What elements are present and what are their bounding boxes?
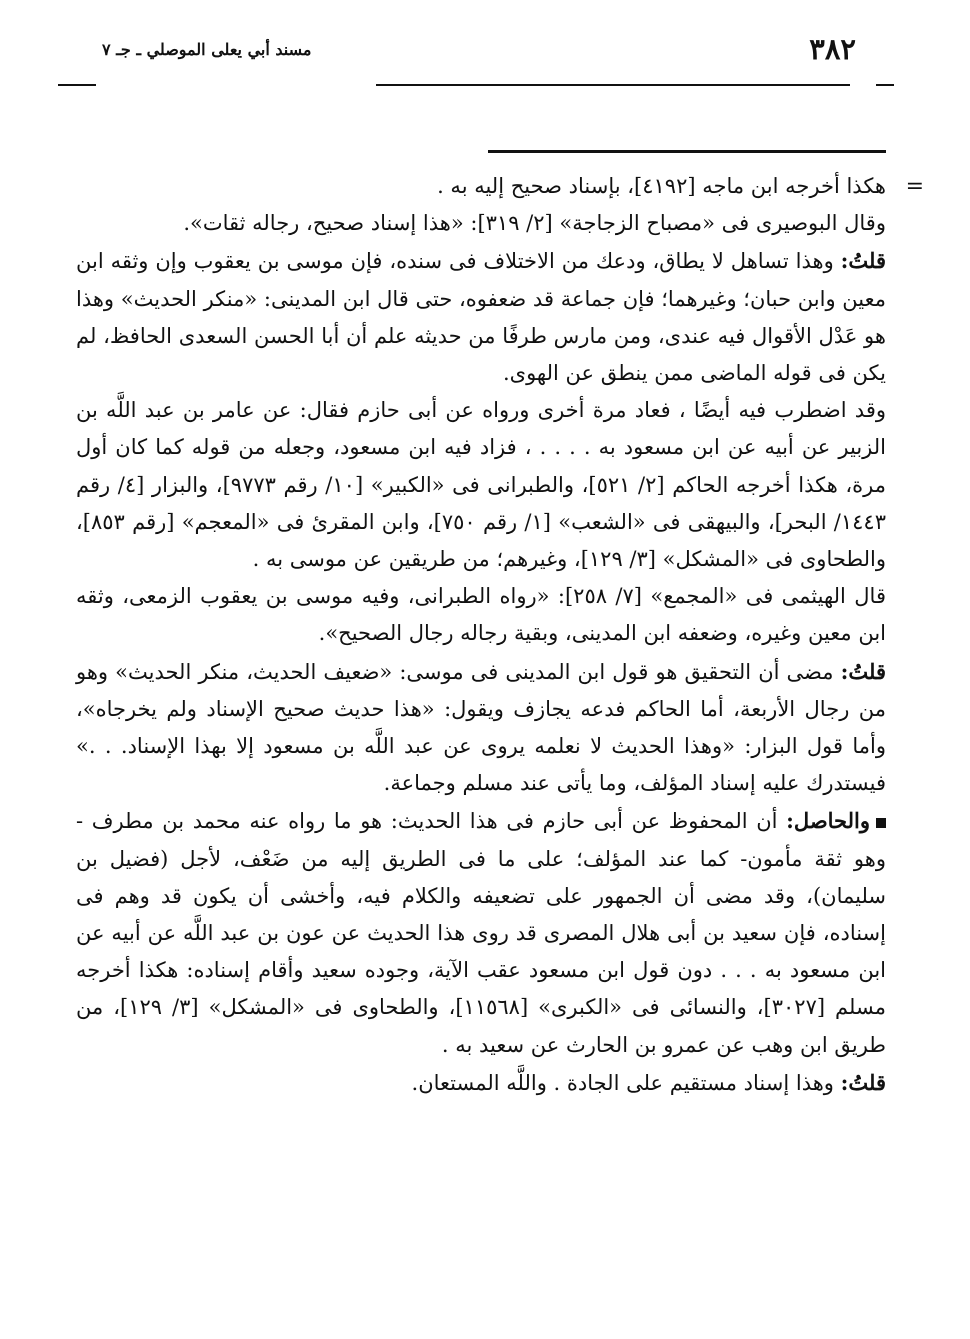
footnote-separator [488,150,886,153]
paragraph [76,802,886,1063]
paragraph-text: مضى أن التحقيق هو قول ابن المدينى فى موسى: «ضعيف الحديث، منكر الحديث» وهو من رجال الأربعة، أما الحاكم فدعه يجازف ويقول: «هذا حديث صحيح الإسناد ولم يخرجاه»، وأما قول البزار: «وهذا الحديث لا نعلمه يروى عن عبد اللَّه بن مسعود إلا بهذا الإسناد. . .» فيستدرك عليه إسناد المؤلف، وما يأتى عند مسلم وجماعة. [76,659,886,796]
paragraph-text: قال الهيثمى فى «المجمع» [٧/ ٢٥٨]: «رواه الطبرانى، وفيه موسى بن يعقوب الزمعى، وثقه ابن معين وغيره، وضعفه ابن المدينى، وبقية رجاله رجال الصحيح». [76,584,886,646]
paragraph-text: وهذا تساهل لا يطاق، ودعك من الاختلاف فى سنده، فإن موسى بن يعقوب وإن وثقه ابن معين وابن حبان؛ وغيرهما؛ فإن جماعة قد ضعفوه، حتى قال ابن المدينى: «منكر الحديث» وهذا هو عَدْل الأقوال فيه عندى، ومن مارس طرفًا من حديثه علم أن أبا الحسن السعدى الحافظ، لم يكن فى قوله الماضى ممن ينطق عن الهوى. [76,249,886,386]
paragraph [76,392,886,578]
paragraph [76,653,886,803]
continuation-mark: = [905,174,924,199]
paragraph [76,205,886,242]
header-rule [58,84,96,86]
paragraph-text: هكذا أخرجه ابن ماجه [٤١٩٢]، بإسناد صحيح إليه به . [437,174,886,198]
header-rule [876,84,894,86]
paragraph-lead: قلتُ: [840,1069,886,1095]
square-bullet-icon [876,818,886,828]
paragraph-text: وقال البوصيرى فى «مصباح الزجاجة» [٢/ ٣١٩]: «هذا إسناد صحيح، رجاله ثقات». [183,211,886,236]
header-rule [376,84,850,86]
paragraph-lead: قلتُ: [840,248,886,274]
paragraph-text: وقد اضطرب فيه أيضًا ، فعاد مرة أخرى ورواه عن أبى حازم فقال: عن عامر بن عبد اللَّه بن الزبير عن أبيه عن ابن مسعود به . . . . ، فزاد فيه ابن مسعود، وجعله من قوله كما كان أول مرة، هكذا أخرجه الحاكم [٢/ ٥٢١]، والطبرانى فى «الكبير» [١٠/ رقم ٩٧٧٣]، والبزار [٤/ رقم ١٤٤٣/ البحر]، والبيهقى فى «الشعب» [١/ رقم ٧٥٠]، وابن المقرئ فى «المعجم» [رقم ٨٥٣]، والطحاوى فى «المشكل» [٣/ ١٢٩]، وغيرهم؛ من طريقين عن موسى به . [76,398,886,572]
paragraph-text: أن المحفوظ عن أبى حازم فى هذا الحديث: هو ما رواه عنه محمد بن مطرف - وهو ثقة مأمون- كما عند المؤلف؛ على ما فى الطريق إليه من ضَعْف، لأجل (فضيل بن سليمان)، وقد مضى أن الجمهور على تضعيفه والكلام فيه، وأخشى أن يكون قد وهم فى إسناده، فإن سعيد بن أبى هلال المصرى قد روى هذا الحديث عن عون بن عبد اللَّه عن أبيه عن ابن مسعود به . . . دون قول ابن مسعود عقب الآية، وجوده سعيد وأقام إسناده: هكذا أخرجه مسلم [٣٠٢٧]، والنسائى فى «الكبرى» [١١٥٦٨]، والطحاوى فى «المشكل» [٣/ ١٢٩]، من طريق ابن وهب عن عمرو بن الحارث عن سعيد به . [76,809,886,1057]
page-header [58,34,894,68]
paragraph-text: وهذا إسناد مستقيم على الجادة . واللَّه المستعان. [411,1070,841,1095]
paragraph-lead: والحاصل: [786,808,870,834]
paragraph [76,578,886,652]
paragraph-lead: قلتُ: [840,658,886,684]
running-title: مسند أبي يعلى الموصلي ـ جـ ٧ [102,40,312,59]
paragraph [76,1064,886,1102]
footnote-body [76,168,924,1102]
paragraph [76,242,886,392]
page-number: ٣٨٢ [809,32,856,66]
paragraph [76,168,924,205]
